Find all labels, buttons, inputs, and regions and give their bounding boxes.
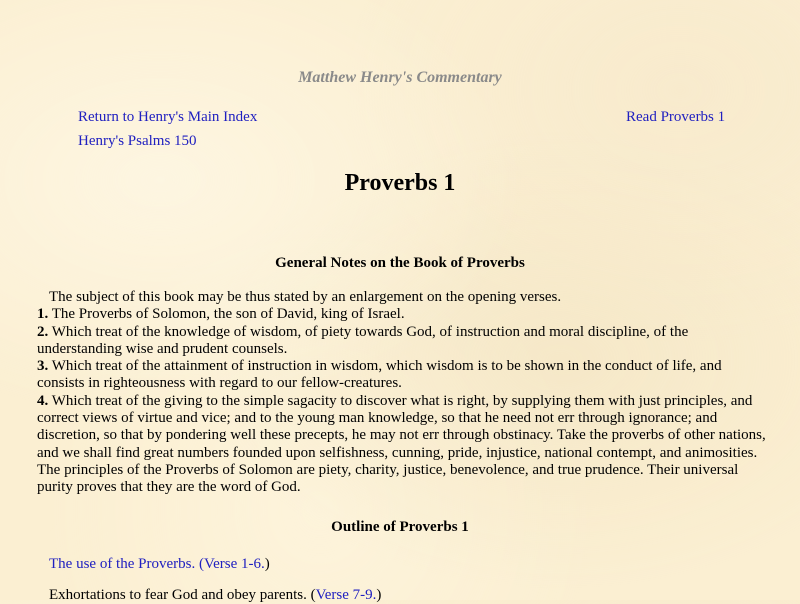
outline-item bbox=[49, 587, 381, 604]
point-text: Which treat of the giving to the simple sagacity to discover what is right, by supplying them with just principles, and correct views of virtue and vice; and to the young man knowledge, so that he need not err through ignorance; and discretion, so that by pondering well these precepts, he may not err through obstinacy. Take the proverbs of other nations, and we shall find great numbers founded upon selfishness, cunning, pride, injustice, national contempt, and animosities. The principles of the Proverbs of Solomon are piety, charity, justice, benevolence, and true prudence. Their universal purity proves that they are the word of God. bbox=[37, 392, 766, 496]
point-number: 1. bbox=[37, 306, 49, 323]
note-point bbox=[37, 324, 688, 357]
site-title: Matthew Henry's Commentary bbox=[298, 69, 502, 86]
outline-suffix: ) bbox=[264, 556, 270, 572]
intro-paragraph: The subject of this book may be thus stated by an enlargement on the opening verses. bbox=[49, 289, 562, 305]
previous-chapter-link[interactable]: Henry's Psalms 150 bbox=[78, 133, 197, 149]
outline-text: Exhortations to fear God and obey parents. ( bbox=[49, 587, 316, 603]
note-point bbox=[37, 306, 405, 322]
point-text: Which treat of the attainment of instruction in wisdom, which wisdom is to be shown in the conduct of life, and consists in righteousness with regard to our fellow-creatures. bbox=[37, 358, 722, 392]
read-chapter-link[interactable]: Read Proverbs 1 bbox=[626, 109, 726, 125]
point-text: The Proverbs of Solomon, the son of David, king of Israel. bbox=[48, 306, 405, 323]
general-notes-heading: General Notes on the Book of Proverbs bbox=[275, 255, 525, 271]
page-title: Proverbs 1 bbox=[344, 170, 456, 196]
outline-link-verse-7-9[interactable]: Verse 7-9. bbox=[315, 587, 377, 603]
point-text: Which treat of the knowledge of wisdom, of piety towards God, of instruction and moral discipline, of the understanding wise and prudent counsels. bbox=[37, 323, 689, 357]
point-number: 2. bbox=[37, 323, 49, 340]
note-point bbox=[37, 358, 722, 391]
outline-item bbox=[49, 556, 270, 573]
outline-link-verse-1-6[interactable]: The use of the Proverbs. (Verse 1-6. bbox=[49, 556, 265, 572]
point-number: 3. bbox=[37, 358, 49, 375]
point-number: 4. bbox=[37, 392, 49, 409]
main-index-link[interactable]: Return to Henry's Main Index bbox=[78, 109, 258, 125]
outline-heading: Outline of Proverbs 1 bbox=[331, 519, 469, 535]
outline-suffix: ) bbox=[376, 587, 382, 603]
note-point bbox=[37, 393, 766, 495]
general-notes-body bbox=[37, 289, 767, 497]
